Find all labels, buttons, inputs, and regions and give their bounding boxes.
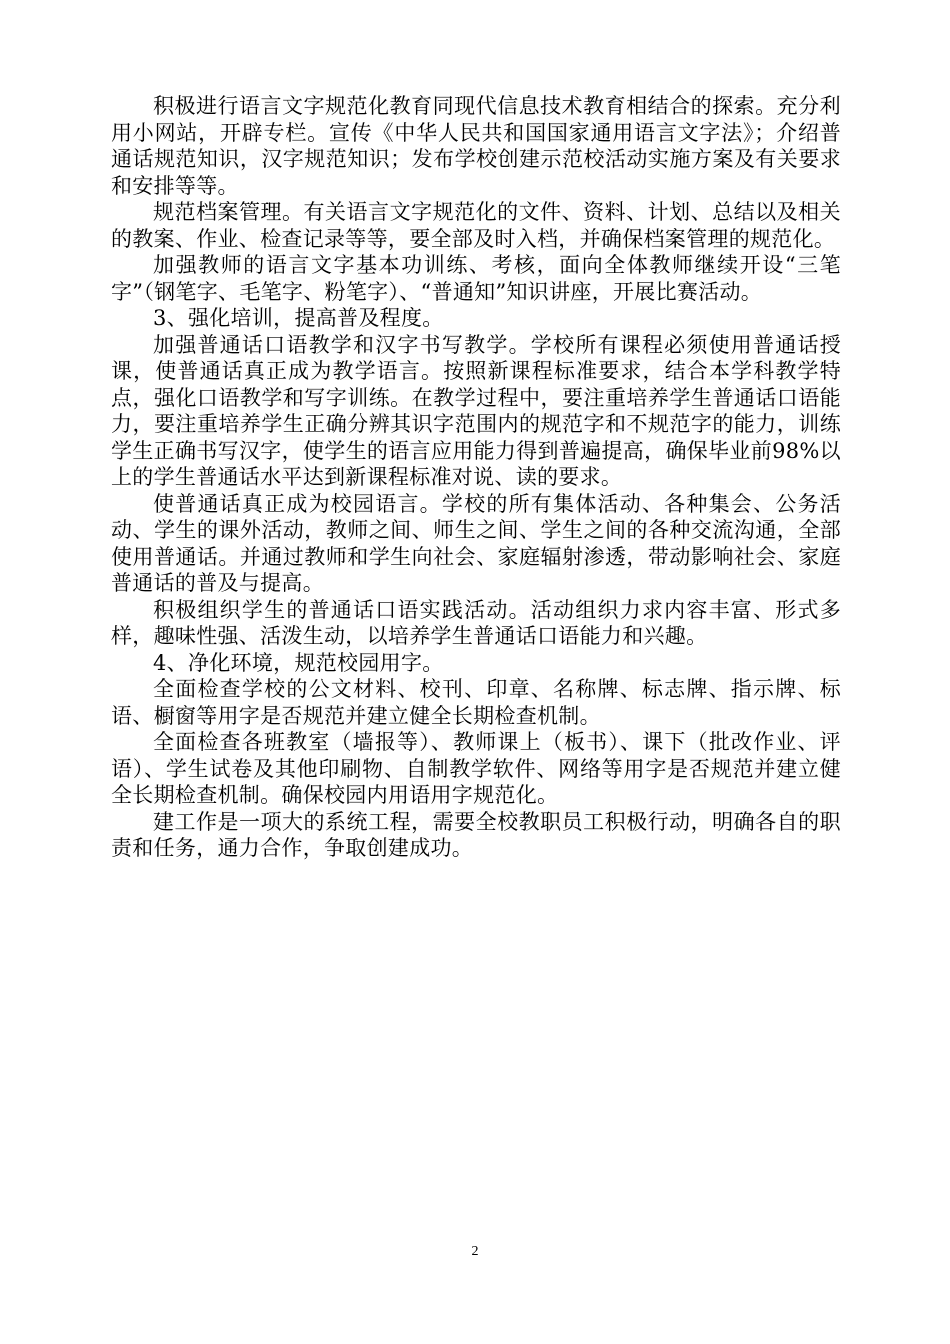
- paragraph-mandarin-teaching: 加强普通话口语教学和汉字书写教学。学校所有课程必须使用普通话授课，使普通话真正成为教学语言。按照新课程标准要求，结合本学科教学特点，强化口语教学和写字训练。在教学过程中，要注重培养学生普通话口语能力，要注重培养学生正确分辨其识字范围内的规范字和不规范字的能力，训练学生正确书写汉字，使学生的语言应用能力得到普遍提高，确保毕业前98%以上的学生普通话水平达到新课程标准对说、读的要求。: [111, 332, 841, 489]
- page-number: 2: [471, 1244, 479, 1259]
- paragraph-conclusion: 建工作是一项大的系统工程，需要全校教职员工积极行动，明确各自的职责和任务，通力合作，争取创建成功。: [111, 809, 841, 860]
- paragraph-archive-management: 规范档案管理。有关语言文字规范化的文件、资料、计划、总结以及相关的教案、作业、检查记录等等，要全部及时入档，并确保档案管理的规范化。: [111, 200, 841, 251]
- document-body: [111, 93, 841, 862]
- paragraph-classroom-check: 全面检查各班教室（墙报等）、教师课上（板书）、课下（批改作业、评语）、学生试卷及其他印刷物、自制教学软件、网络等用字是否规范并建立健全长期检查机制。确保校园内用语用字规范化。: [111, 730, 841, 807]
- paragraph-oral-practice: 积极组织学生的普通话口语实践活动。活动组织力求内容丰富、形式多样，趣味性强、活泼生动，以培养学生普通话口语能力和兴趣。: [111, 597, 841, 648]
- paragraph-school-materials-check: 全面检查学校的公文材料、校刊、印章、名称牌、标志牌、指示牌、标语、橱窗等用字是否规范并建立健全长期检查机制。: [111, 677, 841, 728]
- paragraph-teacher-training: 加强教师的语言文字基本功训练、考核，面向全体教师继续开设“三笔字”（钢笔字、毛笔字、粉笔字）、“普通知”知识讲座，开展比赛活动。: [111, 253, 841, 304]
- section-heading-3: 3、强化培训，提高普及程度。: [153, 306, 444, 330]
- paragraph-campus-language: 使普通话真正成为校园语言。学校的所有集体活动、各种集会、公务活动、学生的课外活动，教师之间、师生之间、学生之间的各种交流沟通，全部使用普通话。并通过教师和学生向社会、家庭辐射渗透，带动影响社会、家庭普通话的普及与提高。: [111, 491, 841, 595]
- section-heading-4: 4、净化环境，规范校园用字。: [153, 650, 444, 675]
- paragraph-info-tech: 积极进行语言文字规范化教育同现代信息技术教育相结合的探索。充分利用小网站，开辟专栏。宣传《中华人民共和国国家通用语言文字法》；介绍普通话规范知识，汉字规范知识；发布学校创建示范校活动实施方案及有关要求和安排等等。: [111, 94, 841, 198]
